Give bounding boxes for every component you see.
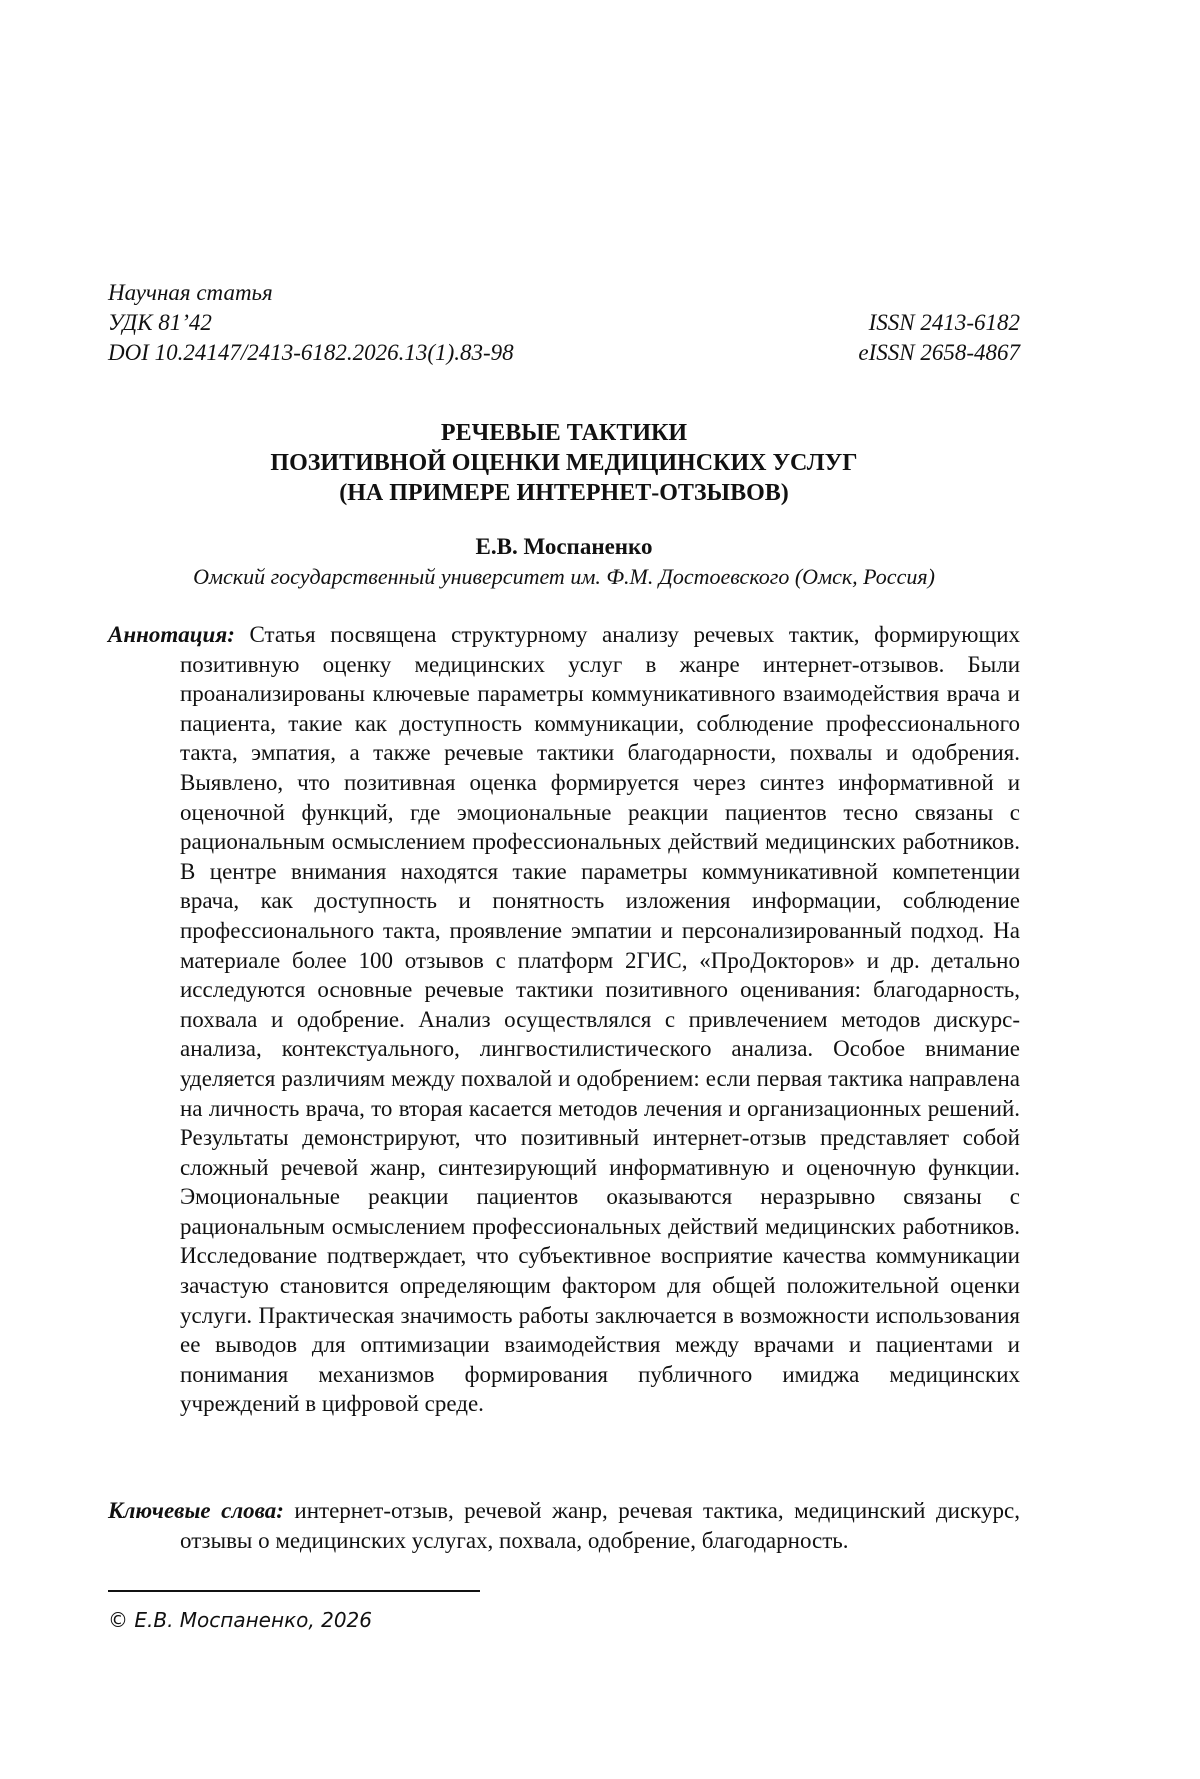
title-line-2: ПОЗИТИВНОЙ ОЦЕНКИ МЕДИЦИНСКИХ УСЛУГ [270, 450, 858, 476]
abstract-label: Аннотация: [108, 622, 235, 647]
author-name: Е.В. Моспаненко [475, 534, 653, 559]
copyright-notice: © Е.В. Моспаненко, 2026 [108, 1608, 372, 1632]
meta-row-doi [108, 338, 1020, 368]
title-line-3: (НА ПРИМЕРЕ ИНТЕРНЕТ-ОТЗЫВОВ) [339, 480, 789, 506]
issn: ISSN 2413-6182 [868, 310, 1020, 335]
keywords-text: интернет-отзыв, речевой жанр, речевая тактика, медицинский дискурс, отзывы о медицинских услугах, похвала, одобрение, благодарность. [180, 1498, 1020, 1553]
eissn: eISSN 2658-4867 [858, 340, 1020, 365]
footnote-divider [108, 1590, 480, 1592]
article-meta [108, 278, 1020, 368]
abstract [108, 620, 1020, 1419]
article-title [108, 418, 1020, 508]
title-line-1: РЕЧЕВЫЕ ТАКТИКИ [440, 420, 688, 446]
article-type: Научная статья [108, 280, 273, 305]
keywords-label: Ключевые слова: [108, 1498, 284, 1523]
doi: DOI 10.24147/2413-6182.2026.13(1).83-98 [108, 340, 514, 365]
meta-row-udc [108, 308, 1020, 338]
meta-row-type [108, 278, 1020, 308]
udc-code: УДК 81’42 [108, 310, 212, 335]
keywords [108, 1496, 1020, 1555]
abstract-text: Статья посвящена структурному анализу речевых тактик, формирующих позитивную оценку медицинских услуг в жанре интернет-отзывов. Были проанализированы ключевые параметры коммуникативного взаимодействия врача и пациента, такие как доступность коммуникации, соблюдение профессионального такта, эмпатия, а также речевые тактики благодарности, похвалы и одобрения. Выявлено, что позитивная оценка формируется через синтез информативной и оценочной функций, где эмоциональные реакции пациентов тесно связаны с рациональным осмыслением профессиональных действий медицинских работников. В центре внимания находятся такие параметры коммуникативной компетенции врача, как доступность и понятность изложения информации, соблюдение профессионального такта, проявление эмпатии и персонализированный подход. На материале более 100 отзывов с платформ 2ГИС, «ПроДокторов» и др. детально исследуются основные речевые тактики позитивного оценивания: благодарность, похвала и одобрение. Анализ осуществлялся с привлечением методов дискурс-анализа, контекстуального, лингвостилистического анализа. Особое внимание уделяется различиям между похвалой и одобрением: если первая тактика направлена на личность врача, то вторая касается методов лечения и организационных решений. Результаты демонстрируют, что позитивный интернет-отзыв представляет собой сложный речевой жанр, синтезирующий информативную и оценочную функции. Эмоциональные реакции пациентов оказываются неразрывно связаны с рациональным осмыслением профессиональных действий медицинских работников. Исследование подтверждает, что субъективное восприятие качества коммуникации зачастую становится определяющим фактором для общей положительной оценки услуги. Практическая значимость работы заключается в возможности использования ее выводов для оптимизации взаимодействия между врачами и пациентами и понимания механизмов формирования публичного имиджа медицинских учреждений в цифровой среде. [180, 622, 1020, 1417]
author-affiliation: Омский государственный университет им. Ф.М. Достоевского (Омск, Россия) [193, 564, 935, 589]
